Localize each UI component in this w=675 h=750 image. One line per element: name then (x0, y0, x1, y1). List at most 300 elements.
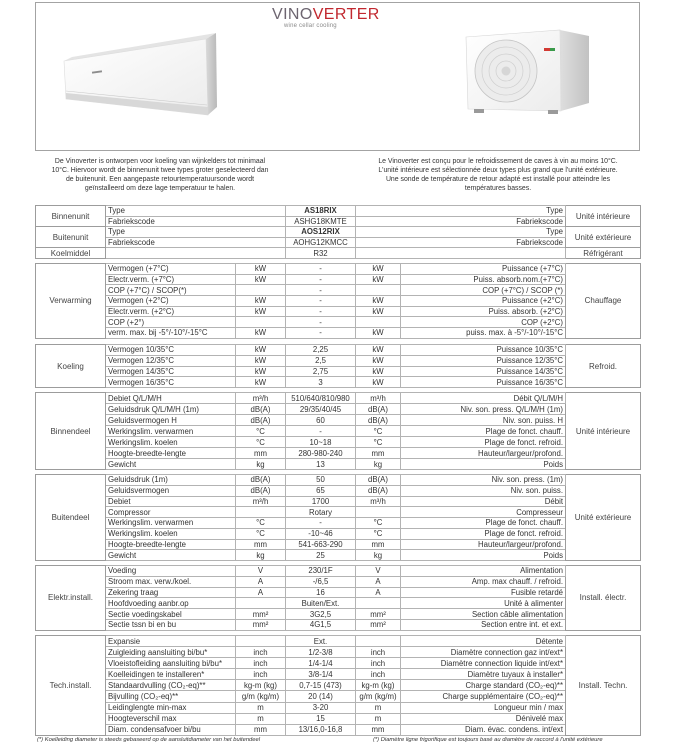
spec-value: 541-663-290 (286, 539, 356, 550)
spec-row (36, 496, 641, 507)
spec-label-fr: Poids (401, 459, 566, 470)
spec-row (36, 658, 641, 669)
spec-unit-nl: mm (236, 539, 286, 550)
spec-value: 16 (286, 587, 356, 598)
spec-label-fr: puiss. max. à -5°/-10°/-15°C (401, 328, 566, 339)
spec-unit-nl: °C (236, 518, 286, 529)
spec-unit-fr: inch (356, 647, 401, 658)
spec-label-fr: Niv. son. press. Q/L/M/H (1m) (401, 404, 566, 415)
spec-unit-fr: kW (356, 345, 401, 356)
spec-label-nl: Electr.verm. (+2°C) (106, 306, 236, 317)
spec-row (36, 206, 641, 217)
spec-label-fr: Puiss. absorb.nom.(+7°C) (401, 274, 566, 285)
spec-unit-nl: mm (236, 724, 286, 735)
table-body (36, 475, 641, 561)
spec-table-tech-install (35, 635, 641, 736)
spec-unit-nl: m³/h (236, 496, 286, 507)
section-label-fr: Install. Techn. (566, 636, 641, 736)
spec-label-nl: Hoofdvoeding aanbr.op (106, 598, 236, 609)
spec-label-fr: Section câble alimentation (401, 609, 566, 620)
spec-label-fr: Poids (401, 550, 566, 561)
spec-unit-fr: dB(A) (356, 404, 401, 415)
spec-unit-nl: kW (236, 366, 286, 377)
spec-value: 230/1F (286, 566, 356, 577)
spec-unit-nl (236, 285, 286, 296)
spec-label-fr: Débit (401, 496, 566, 507)
spec-value: AOS12RIX (286, 227, 356, 238)
spec-value: 4G1,5 (286, 619, 356, 630)
spec-unit-nl: kW (236, 296, 286, 307)
spec-table-verwarming (35, 263, 641, 339)
spec-row (36, 576, 641, 587)
spec-unit-fr (356, 317, 401, 328)
spec-label-nl: Type (106, 227, 286, 238)
table-body (36, 566, 641, 631)
spec-label-nl: Hoogte-breedte-lengte (106, 539, 236, 550)
section-label-fr: Unité extérieure (566, 227, 641, 248)
spec-label-fr: Fabriekscode (356, 237, 566, 248)
spec-unit-fr: kW (356, 366, 401, 377)
spec-unit-fr: mm² (356, 609, 401, 620)
spec-label-nl: Vermogen 16/35°C (106, 377, 236, 388)
spec-unit-fr: kg (356, 459, 401, 470)
spec-value: R32 (286, 248, 356, 259)
spec-label-nl (106, 248, 286, 259)
spec-row (36, 550, 641, 561)
spec-unit-fr: m (356, 713, 401, 724)
spec-unit-fr: inch (356, 658, 401, 669)
outdoor-unit-foot (474, 109, 484, 113)
description-fr (356, 157, 640, 193)
spec-unit-nl (236, 317, 286, 328)
spec-unit-nl: kg (236, 459, 286, 470)
spec-row (36, 306, 641, 317)
section-label-nl: Binnendeel (36, 393, 106, 470)
spec-unit-fr: mm (356, 539, 401, 550)
spec-label-nl: verm. max. bij -5°/-10°/-15°C (106, 328, 236, 339)
spec-label-fr: Niv. son. puiss. H (401, 415, 566, 426)
spec-label-fr: Plage de fonct. chauff. (401, 426, 566, 437)
spec-value: 50 (286, 475, 356, 486)
spec-label-fr: Compresseur (401, 507, 566, 518)
vinoverter-logo (272, 6, 380, 24)
spec-unit-nl: kW (236, 345, 286, 356)
spec-label-nl: Expansie (106, 636, 236, 647)
spec-value: 510/640/810/980 (286, 393, 356, 404)
spec-unit-nl: kg-m (kg) (236, 680, 286, 691)
spec-row (36, 528, 641, 539)
spec-unit-fr: kW (356, 377, 401, 388)
footnote-fr: (*) Diamètre ligne frigorifique est toujours basé au diamètre de raccord à l'unité extérieure (373, 737, 603, 743)
spec-unit-nl: kg (236, 550, 286, 561)
spec-label-nl: Stroom max. verw./koel. (106, 576, 236, 587)
spec-label-nl: Hoogte-breedte-lengte (106, 448, 236, 459)
section-label-nl: Tech.install. (36, 636, 106, 736)
spec-value: 15 (286, 713, 356, 724)
spec-label-fr: Plage de fonct. refroid. (401, 528, 566, 539)
spec-row (36, 377, 641, 388)
spec-unit-nl: dB(A) (236, 475, 286, 486)
spec-row (36, 317, 641, 328)
spec-unit-fr: g/m (kg/m) (356, 691, 401, 702)
spec-unit-fr: m³/h (356, 496, 401, 507)
spec-label-fr: Détente (401, 636, 566, 647)
spec-label-fr: Fusible retardé (401, 587, 566, 598)
spec-label-fr: Charge standard (CO₂-eq)** (401, 680, 566, 691)
spec-label-fr: Puissance 10/35°C (401, 345, 566, 356)
spec-unit-nl: m (236, 702, 286, 713)
spec-value: 13/16,0-16,8 (286, 724, 356, 735)
spec-unit-nl: A (236, 576, 286, 587)
spec-unit-nl: A (236, 587, 286, 598)
spec-label-nl: Vermogen (+2°C) (106, 296, 236, 307)
spec-unit-nl: kW (236, 328, 286, 339)
spec-label-fr: Hauteur/largeur/profond. (401, 448, 566, 459)
spec-label-nl: Werkingslim. koelen (106, 528, 236, 539)
spec-label-fr: Amp. max chauff. / refroid. (401, 576, 566, 587)
spec-label-fr: COP (+2°C) (401, 317, 566, 328)
spec-label-fr: Longueur min / max (401, 702, 566, 713)
spec-unit-nl: dB(A) (236, 485, 286, 496)
spec-label-nl: Diam. condensafvoer bi/bu (106, 724, 236, 735)
spec-row (36, 475, 641, 486)
spec-row (36, 216, 641, 227)
spec-unit-nl: dB(A) (236, 415, 286, 426)
spec-value: 1/2-3/8 (286, 647, 356, 658)
spec-unit-nl: inch (236, 647, 286, 658)
spec-label-nl: Werkingslim. verwarmen (106, 518, 236, 529)
spec-unit-fr: °C (356, 437, 401, 448)
spec-value: - (286, 328, 356, 339)
spec-unit-fr (356, 507, 401, 518)
outdoor-unit-side (560, 30, 589, 111)
footnote-nl: (*) Koelleiding diameter is steeds gebaseerd op de aansluitdiameter van het buitendeel (37, 737, 260, 743)
spec-value: - (286, 264, 356, 275)
spec-label-fr (356, 248, 566, 259)
spec-label-nl: Fabriekscode (106, 216, 286, 227)
table-body (36, 345, 641, 388)
section-label-fr: Unité intérieure (566, 393, 641, 470)
spec-label-nl: Geluidsdruk Q/L/M/H (1m) (106, 404, 236, 415)
spec-unit-fr: kW (356, 355, 401, 366)
spec-unit-nl (236, 507, 286, 518)
spec-unit-nl: inch (236, 669, 286, 680)
section-label-fr: Unité intérieure (566, 206, 641, 227)
spec-value: 1/4-1/4 (286, 658, 356, 669)
spec-row (36, 587, 641, 598)
spec-label-fr: Puissance 16/35°C (401, 377, 566, 388)
spec-label-nl: Type (106, 206, 286, 217)
spec-value: 3-20 (286, 702, 356, 713)
spec-value: 1700 (286, 496, 356, 507)
spec-value: - (286, 296, 356, 307)
section-label-nl: Koelmiddel (36, 248, 106, 259)
description-line: 10°C. Hiervoor wordt de binnenunit twee types groter geselecteerd dan (51, 167, 269, 174)
spec-value: - (286, 518, 356, 529)
spec-label-fr: Type (356, 227, 566, 238)
fan-hub (502, 67, 511, 76)
spec-unit-fr: mm (356, 448, 401, 459)
description-line: Une sonde de température de retour adapté est installé pour atteindre les (385, 176, 611, 183)
spec-label-fr: Diam. évac. condens. int/ext (401, 724, 566, 735)
spec-row (36, 366, 641, 377)
spec-row (36, 724, 641, 735)
spec-unit-nl: mm² (236, 609, 286, 620)
spec-row (36, 713, 641, 724)
spec-row (36, 227, 641, 238)
spec-label-nl: Leidinglengte min-max (106, 702, 236, 713)
spec-label-fr: Section entre int. et ext. (401, 619, 566, 630)
spec-unit-fr: mm (356, 724, 401, 735)
spec-value: 60 (286, 415, 356, 426)
spec-label-nl: Electr.verm. (+7°C) (106, 274, 236, 285)
spec-row (36, 415, 641, 426)
spec-row (36, 518, 641, 529)
spec-label-fr: Puissance 14/35°C (401, 366, 566, 377)
spec-label-fr: Niv. son. puiss. (401, 485, 566, 496)
spec-label-fr: Puiss. absorb. (+2°C) (401, 306, 566, 317)
table-body (36, 264, 641, 339)
section-label-nl: Buitenunit (36, 227, 106, 248)
spec-unit-nl: kW (236, 274, 286, 285)
spec-label-nl: Vermogen 12/35°C (106, 355, 236, 366)
section-label-fr: Install. électr. (566, 566, 641, 631)
section-label-nl: Elektr.install. (36, 566, 106, 631)
spec-unit-fr (356, 636, 401, 647)
spec-label-fr: Hauteur/largeur/profond. (401, 539, 566, 550)
spec-label-nl: Fabriekscode (106, 237, 286, 248)
spec-row (36, 448, 641, 459)
spec-unit-fr: kg (356, 550, 401, 561)
spec-unit-fr: V (356, 566, 401, 577)
spec-row (36, 274, 641, 285)
spec-label-nl: Standaardvulling (CO₂-eq)** (106, 680, 236, 691)
spec-value: 0,7-15 (473) (286, 680, 356, 691)
spec-unit-nl: °C (236, 437, 286, 448)
spec-unit-nl: kW (236, 355, 286, 366)
spec-row (36, 437, 641, 448)
spec-value: Rotary (286, 507, 356, 518)
spec-label-nl: Gewicht (106, 459, 236, 470)
spec-unit-fr: °C (356, 426, 401, 437)
outdoor-unit-foot (548, 110, 558, 114)
spec-label-fr: Dénivelé max (401, 713, 566, 724)
spec-value: AOHG12KMCC (286, 237, 356, 248)
spec-label-nl: Koelleidingen te installeren* (106, 669, 236, 680)
logo-tagline: wine cellar cooling (284, 23, 337, 29)
spec-row (36, 647, 641, 658)
description-line: de buitenunit. Een aangepaste retourtemperatuursonde wordt (65, 176, 255, 183)
spec-label-nl: Zuigleiding aansluiting bi/bu* (106, 647, 236, 658)
spec-label-nl: Voeding (106, 566, 236, 577)
spec-unit-nl: inch (236, 658, 286, 669)
spec-unit-fr: kW (356, 328, 401, 339)
spec-unit-nl (236, 598, 286, 609)
spec-value: 65 (286, 485, 356, 496)
spec-table-binnendeel (35, 392, 641, 470)
spec-row (36, 393, 641, 404)
spec-value: -10~46 (286, 528, 356, 539)
spec-label-nl: Compressor (106, 507, 236, 518)
spec-unit-fr: dB(A) (356, 475, 401, 486)
spec-unit-nl (236, 636, 286, 647)
description-line: températures basses. (464, 185, 532, 192)
indoor-wall-unit-image (64, 33, 217, 115)
spec-label-nl: Vermogen (+7°C) (106, 264, 236, 275)
spec-label-fr: Diamètre tuyaux à installer* (401, 669, 566, 680)
spec-label-nl: Geluidsdruk (1m) (106, 475, 236, 486)
spec-unit-fr: kW (356, 274, 401, 285)
spec-label-nl: Geluidsvermogen H (106, 415, 236, 426)
spec-label-nl: Geluidsvermogen (106, 485, 236, 496)
description-nl (36, 157, 284, 193)
table-body (36, 636, 641, 736)
spec-label-nl: COP (+7°C) / SCOP(*) (106, 285, 236, 296)
spec-row (36, 345, 641, 356)
spec-unit-fr: m³/h (356, 393, 401, 404)
description-line: De Vinoverter is ontworpen voor koeling van wijnkelders tot minimaal (54, 158, 266, 165)
spec-value: -/6,5 (286, 576, 356, 587)
spec-value: AS18RIX (286, 206, 356, 217)
spec-label-nl: Zekering traag (106, 587, 236, 598)
spec-label-nl: Sectie voedingskabel (106, 609, 236, 620)
spec-unit-nl: °C (236, 528, 286, 539)
description-line: geïnstalleerd om deze lage temperatuur te halen. (84, 185, 236, 192)
spec-unit-fr: dB(A) (356, 415, 401, 426)
spec-label-nl: Vermogen 10/35°C (106, 345, 236, 356)
section-label-fr: Unité extérieure (566, 475, 641, 561)
section-label-nl: Buitendeel (36, 475, 106, 561)
outdoor-unit-brand-mark-green (550, 48, 555, 51)
spec-row (36, 296, 641, 307)
spec-row (36, 691, 641, 702)
spec-unit-nl: dB(A) (236, 404, 286, 415)
spec-value: 2,5 (286, 355, 356, 366)
spec-label-fr: Débit Q/L/M/H (401, 393, 566, 404)
spec-row (36, 248, 641, 259)
product-images (36, 3, 639, 150)
spec-value: 13 (286, 459, 356, 470)
spec-value: - (286, 274, 356, 285)
spec-value: 3/8-1/4 (286, 669, 356, 680)
spec-label-nl: Debiet (106, 496, 236, 507)
spec-unit-fr: °C (356, 528, 401, 539)
spec-row (36, 507, 641, 518)
spec-label-fr: Puissance (+7°C) (401, 264, 566, 275)
spec-value: 25 (286, 550, 356, 561)
spec-value: 3 (286, 377, 356, 388)
spec-unit-fr: kW (356, 264, 401, 275)
table-body (36, 393, 641, 470)
spec-table-elektr-install (35, 565, 641, 631)
spec-label-fr: Type (356, 206, 566, 217)
spec-unit-fr (356, 598, 401, 609)
spec-value: 2,75 (286, 366, 356, 377)
spec-label-fr: Niv. son. press. (1m) (401, 475, 566, 486)
spec-label-fr: Charge supplémentaire (CO₂-eq)** (401, 691, 566, 702)
logo-verter: VERTER (312, 6, 380, 23)
section-label-nl: Binnenunit (36, 206, 106, 227)
spec-label-nl: Werkingslim. koelen (106, 437, 236, 448)
spec-value: 29/35/40/45 (286, 404, 356, 415)
spec-value: - (286, 306, 356, 317)
spec-unit-fr: kW (356, 296, 401, 307)
spec-value: Buiten/Ext. (286, 598, 356, 609)
identification-table (35, 205, 641, 259)
spec-label-fr: Diamètre connection liquide int/ext* (401, 658, 566, 669)
spec-unit-fr: kW (356, 306, 401, 317)
spec-label-nl: Hoogteverschil max (106, 713, 236, 724)
spec-value: 3G2,5 (286, 609, 356, 620)
spec-value: ASHG18KMTE (286, 216, 356, 227)
spec-table-koeling (35, 344, 641, 388)
spec-unit-nl: °C (236, 426, 286, 437)
spec-unit-nl: V (236, 566, 286, 577)
spec-value: Ext. (286, 636, 356, 647)
spec-row (36, 609, 641, 620)
spec-row (36, 426, 641, 437)
spec-row (36, 598, 641, 609)
outdoor-unit-image (466, 30, 589, 114)
spec-unit-fr: °C (356, 518, 401, 529)
description-line: L'unité intérieure est sélectionnée deux types plus grand que l'unité extérieure. (378, 167, 618, 174)
spec-label-fr: Diamètre connection gaz int/ext* (401, 647, 566, 658)
spec-value: 20 (14) (286, 691, 356, 702)
spec-row (36, 680, 641, 691)
spec-value: 10~18 (286, 437, 356, 448)
spec-table-buitendeel (35, 474, 641, 561)
spec-value: 2,25 (286, 345, 356, 356)
spec-value: - (286, 285, 356, 296)
spec-row (36, 539, 641, 550)
spec-row (36, 566, 641, 577)
spec-label-fr: Plage de fonct. refroid. (401, 437, 566, 448)
section-label-fr: Réfrigérant (566, 248, 641, 259)
spec-row (36, 702, 641, 713)
spec-unit-fr: m (356, 702, 401, 713)
spec-label-fr: Puissance (+2°C) (401, 296, 566, 307)
spec-row (36, 355, 641, 366)
spec-label-fr: Puissance 12/35°C (401, 355, 566, 366)
section-label-fr: Refroid. (566, 345, 641, 388)
logo-vino: VINO (272, 6, 313, 23)
spec-label-fr: Alimentation (401, 566, 566, 577)
spec-label-fr: Plage de fonct. chauff. (401, 518, 566, 529)
section-label-nl: Verwarming (36, 264, 106, 339)
description-line: Le Vinoverter est conçu pour le refroidissement de caves à vin au moins 10°C. (378, 158, 618, 165)
spec-row (36, 459, 641, 470)
spec-unit-fr: inch (356, 669, 401, 680)
spec-row (36, 669, 641, 680)
spec-unit-fr: mm² (356, 619, 401, 630)
spec-unit-fr: dB(A) (356, 485, 401, 496)
spec-label-nl: Vermogen 14/35°C (106, 366, 236, 377)
spec-row (36, 237, 641, 248)
section-label-fr: Chauffage (566, 264, 641, 339)
spec-label-nl: Werkingslim. verwarmen (106, 426, 236, 437)
spec-row (36, 636, 641, 647)
outdoor-unit-brand-mark-red (544, 48, 550, 51)
spec-label-nl: Vloeistofleiding aansluiting bi/bu* (106, 658, 236, 669)
spec-unit-nl: kW (236, 264, 286, 275)
spec-row (36, 328, 641, 339)
spec-row (36, 285, 641, 296)
spec-label-fr: Unité à alimenter (401, 598, 566, 609)
spec-value: - (286, 426, 356, 437)
spec-value: - (286, 317, 356, 328)
spec-unit-nl: m³/h (236, 393, 286, 404)
header-panel (35, 2, 640, 151)
